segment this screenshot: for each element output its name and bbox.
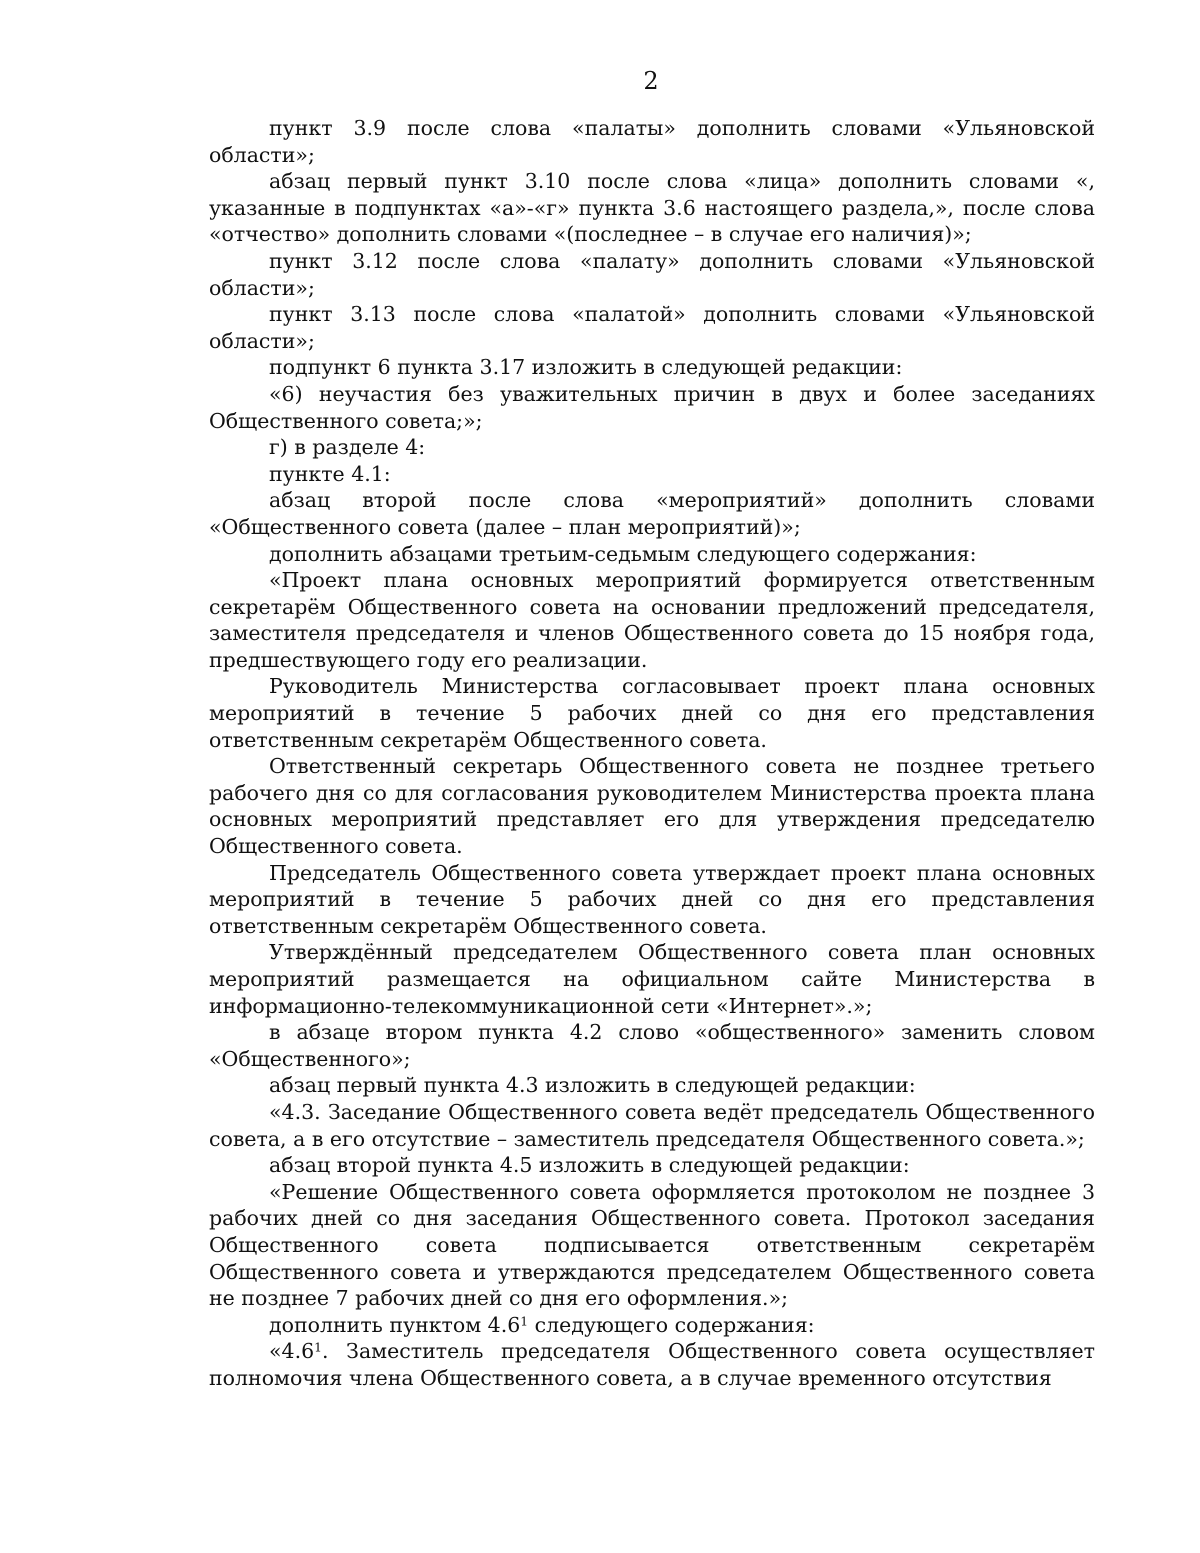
paragraph: пункт 3.9 после слова «палаты» дополнить словами «Ульяновской области»; [209,116,1095,167]
text-segment: «4.6 [269,1339,315,1364]
paragraph: абзац первый пункт 3.10 после слова «лица» дополнить словами «, указанные в подпунктах «а»-«г» пункта 3.6 настоящего раздела,», после слова «отчество» дополнить словами «(последнее – в случае его наличия)»; [209,169,1095,247]
paragraph: «4.3. Заседание Общественного совета ведёт председатель Общественного совета, а в его отсутствие – заместитель председателя Общественного совета.»; [209,1099,1095,1151]
document-body [209,115,1095,1392]
superscript: 1 [520,1313,529,1328]
paragraph: Утверждённый председателем Общественного совета план основных мероприятий размещается на официальном сайте Министерства в информационно-телекоммуникационной сети «Интернет».»; [209,940,1095,1018]
text-segment: . Заместитель председателя Общественного совета осуществляет полномочия члена Общественного совета, а в случае временного отсутствия [209,1339,1095,1390]
text-segment: дополнить пунктом 4.6 [269,1312,521,1337]
paragraph: абзац второй пункта 4.5 изложить в следующей редакции: [269,1153,910,1178]
paragraph: подпункт 6 пункта 3.17 изложить в следующей редакции: [269,355,903,380]
paragraph: пункте 4.1: [269,461,391,486]
paragraph: Руководитель Министерства согласовывает проект плана основных мероприятий в течение 5 рабочих дней со дня его представления ответственным секретарём Общественного совета. [209,674,1095,752]
paragraph: Ответственный секретарь Общественного совета не позднее третьего рабочего дня со для согласования руководителем Министерства проекта плана основных мероприятий представляет его для утверждения председателю Общественного совета. [209,754,1095,859]
text-segment: следующего содержания: [528,1312,815,1337]
paragraph-4-6-intro [209,1312,1095,1339]
paragraph: «Решение Общественного совета оформляется протоколом не позднее 3 рабочих дней со дня заседания Общественного совета. Протокол заседания Общественного совета подписывается ответственным секретарём Общественного совета и утверждаются председателем Общественного совета не позднее 7 рабочих дней со дня его оформления.»; [209,1179,1095,1311]
paragraph: «Проект плана основных мероприятий формируется ответственным секретарём Общественного совета на основании предложений председателя, заместителя председателя и членов Общественного совета до 15 ноября года, предшествующего году его реализации. [209,568,1095,672]
paragraph: пункт 3.13 после слова «палатой» дополнить словами «Ульяновской области»; [209,302,1095,353]
paragraph-4-6-text [209,1338,1095,1391]
paragraph: г) в разделе 4: [269,435,426,460]
paragraph: Председатель Общественного совета утверждает проект плана основных мероприятий в течение 5 рабочих дней со дня его представления ответственным секретарём Общественного совета. [209,860,1095,938]
paragraph: в абзаце втором пункта 4.2 слово «общественного» заменить словом «Общественного»; [209,1020,1095,1071]
paragraph: абзац второй после слова «мероприятий» дополнить словами «Общественного совета (далее – план мероприятий)»; [209,488,1095,539]
superscript: 1 [314,1340,322,1355]
paragraph: пункт 3.12 после слова «палату» дополнить словами «Ульяновской области»; [209,248,1095,300]
paragraph: абзац первый пункта 4.3 изложить в следующей редакции: [269,1073,916,1098]
paragraph: дополнить абзацами третьим-седьмым следующего содержания: [269,541,977,566]
paragraph: «6) неучастия без уважительных причин в двух и более заседаниях Общественного совета;»; [209,381,1095,433]
page-number: 2 [643,67,659,95]
